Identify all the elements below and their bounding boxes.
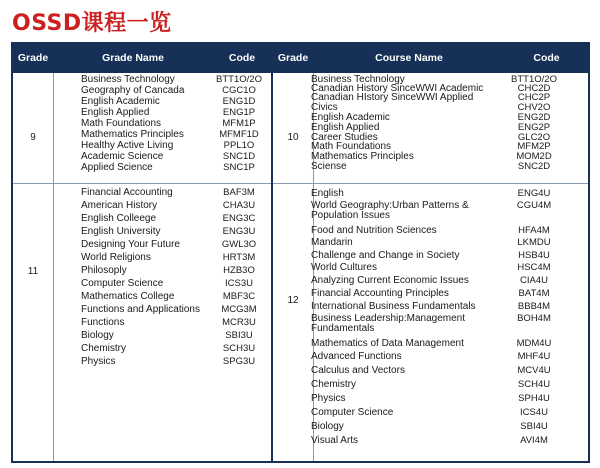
course-name: Academic Science bbox=[81, 151, 164, 162]
course-code: MCR3U bbox=[222, 317, 256, 328]
header-name-left: Grade Name bbox=[102, 52, 164, 64]
course-code: LKMDU bbox=[517, 237, 551, 248]
course-code: BTT1O/2O bbox=[216, 74, 262, 85]
course-name: Healthy Active Living bbox=[81, 140, 174, 151]
course-code: HFA4M bbox=[518, 225, 550, 236]
course-name: Mathematics Principles bbox=[81, 129, 184, 140]
course-code: GLC2O bbox=[517, 132, 551, 143]
course-code: MHF4U bbox=[517, 351, 551, 362]
course-code: MCV4U bbox=[517, 365, 551, 376]
header-code-right: Code bbox=[533, 52, 560, 64]
page-title: OSSD课程一览 bbox=[12, 11, 172, 36]
row-divider bbox=[273, 183, 588, 184]
course-code: AVI4M bbox=[520, 435, 548, 446]
course-name: Biology bbox=[81, 330, 114, 341]
course-code: SPG3U bbox=[222, 356, 256, 367]
course-name: Math Foundations bbox=[81, 118, 162, 129]
course-code: SBI3U bbox=[225, 330, 253, 341]
course-name: Chemistry bbox=[81, 343, 127, 354]
course-code: HRT3M bbox=[222, 252, 256, 263]
grade-12: 12 bbox=[287, 295, 299, 306]
course-name: Functions bbox=[81, 317, 125, 328]
table-header bbox=[13, 44, 588, 73]
course-name: Designing Your Future bbox=[81, 239, 180, 250]
course-name: Math Foundations bbox=[311, 141, 392, 152]
course-code: CGC1O bbox=[222, 85, 256, 96]
course-code: SNC1P bbox=[223, 162, 255, 173]
course-code: CHA3U bbox=[222, 200, 256, 211]
header-code-left: Code bbox=[228, 52, 256, 64]
course-code: BBB4M bbox=[517, 301, 551, 312]
header-grade-left: Grade bbox=[17, 52, 49, 64]
course-name: Physics bbox=[81, 356, 116, 367]
course-name: World Religions bbox=[81, 252, 151, 263]
course-code: SNC2D bbox=[517, 161, 551, 172]
course-name: Functions and Applications bbox=[81, 304, 200, 315]
course-name: Analyzing Current Economic Issues bbox=[311, 275, 469, 286]
course-code: SCH3U bbox=[222, 343, 256, 354]
course-name: Civics bbox=[311, 102, 338, 113]
grade-9: 9 bbox=[30, 132, 36, 143]
course-name: Chemistry bbox=[311, 379, 357, 390]
course-code: MCG3M bbox=[221, 304, 257, 315]
course-code: BTT1O/2O bbox=[511, 74, 557, 85]
course-name: English Applied bbox=[81, 107, 150, 118]
course-name: Canadian History SinceWWI Academic bbox=[311, 83, 484, 94]
course-name: Mandarin bbox=[311, 237, 353, 248]
course-name: Sciense bbox=[311, 161, 347, 172]
course-code: CHC2D bbox=[517, 83, 551, 94]
row-divider bbox=[13, 183, 271, 184]
course-code: MDM4U bbox=[516, 338, 552, 349]
course-name: World Geography:Urban Patterns & Population Issues bbox=[311, 200, 469, 221]
course-code: MBF3C bbox=[222, 291, 256, 302]
course-name: Visual Arts bbox=[311, 435, 359, 446]
course-code: ENG2P bbox=[517, 122, 551, 133]
course-code: ENG4U bbox=[517, 188, 551, 199]
course-name: English bbox=[311, 188, 344, 199]
course-code: CIA4U bbox=[520, 275, 548, 286]
course-name: English Academic bbox=[311, 112, 390, 123]
course-name: American History bbox=[81, 200, 158, 211]
course-name: English University bbox=[81, 226, 161, 237]
course-code: MFM1P bbox=[222, 118, 256, 129]
course-code: CGU4M bbox=[516, 200, 552, 211]
grade-11: 11 bbox=[27, 266, 39, 277]
course-code: BAF3M bbox=[223, 187, 255, 198]
course-code: BAT4M bbox=[518, 288, 550, 299]
course-name: Mathematics College bbox=[81, 291, 175, 302]
course-name: Business Technology bbox=[81, 74, 175, 85]
course-code: PPL1O bbox=[223, 140, 255, 151]
course-name: World Cultures bbox=[311, 262, 377, 273]
course-name: Geography of Cancada bbox=[81, 85, 185, 96]
course-code: MFM2P bbox=[517, 141, 551, 152]
course-name: Philosoply bbox=[81, 265, 127, 276]
course-code: HSB4U bbox=[518, 250, 550, 261]
course-code: ICS3U bbox=[225, 278, 253, 289]
course-name: Applied Science bbox=[81, 162, 153, 173]
course-table bbox=[11, 42, 590, 463]
course-name: English Academic bbox=[81, 96, 160, 107]
course-name: Financial Accounting bbox=[81, 187, 173, 198]
header-grade-right: Grade bbox=[277, 52, 309, 64]
course-code: CHC2P bbox=[517, 92, 551, 103]
course-code: ENG1P bbox=[222, 107, 256, 118]
course-code: SBI4U bbox=[520, 421, 548, 432]
course-name: Challenge and Change in Society bbox=[311, 250, 460, 261]
course-code: SCH4U bbox=[517, 379, 551, 390]
course-code: HSC4M bbox=[517, 262, 551, 273]
course-name: Advanced Functions bbox=[311, 351, 402, 362]
course-code: ICS4U bbox=[520, 407, 548, 418]
course-code: HZB3O bbox=[223, 265, 255, 276]
course-name: International Business Fundamentals bbox=[311, 301, 476, 312]
course-name: Calculus and Vectors bbox=[311, 365, 405, 376]
course-name: Computer Science bbox=[81, 278, 164, 289]
course-name: Physics bbox=[311, 393, 346, 404]
course-code: ENG3U bbox=[222, 226, 256, 237]
course-code: CHV2O bbox=[517, 102, 551, 113]
course-code: ENG1D bbox=[222, 96, 256, 107]
course-code: BOH4M bbox=[517, 313, 551, 324]
course-name: Career Studies bbox=[311, 132, 378, 143]
course-name: Computer Science bbox=[311, 407, 394, 418]
grid-line bbox=[53, 73, 54, 461]
header-name-right: Course Name bbox=[375, 52, 443, 64]
column-divider bbox=[271, 44, 273, 461]
course-code: SNC1D bbox=[222, 151, 256, 162]
grade-10: 10 bbox=[287, 132, 299, 143]
course-code: GWL3O bbox=[221, 239, 257, 250]
course-code: SPH4U bbox=[518, 393, 550, 404]
course-name: Biology bbox=[311, 421, 344, 432]
course-name: Mathematics Principles bbox=[311, 151, 414, 162]
course-code: ENG2D bbox=[517, 112, 551, 123]
course-name: Food and Nutrition Sciences bbox=[311, 225, 437, 236]
course-code: MFMF1D bbox=[219, 129, 259, 140]
course-name: English Colleege bbox=[81, 213, 157, 224]
course-code: MOM2D bbox=[516, 151, 552, 162]
course-name: Business Technology bbox=[311, 74, 405, 85]
course-name: Canadian HIstory SinceWWI Applied bbox=[311, 92, 474, 103]
course-name: Business Leadership:Management Fundamentals bbox=[311, 313, 465, 334]
course-name: Financial Accounting Principles bbox=[311, 288, 449, 299]
course-name: Mathematics of Data Management bbox=[311, 338, 464, 349]
course-name: English Applied bbox=[311, 122, 380, 133]
course-code: ENG3C bbox=[222, 213, 256, 224]
